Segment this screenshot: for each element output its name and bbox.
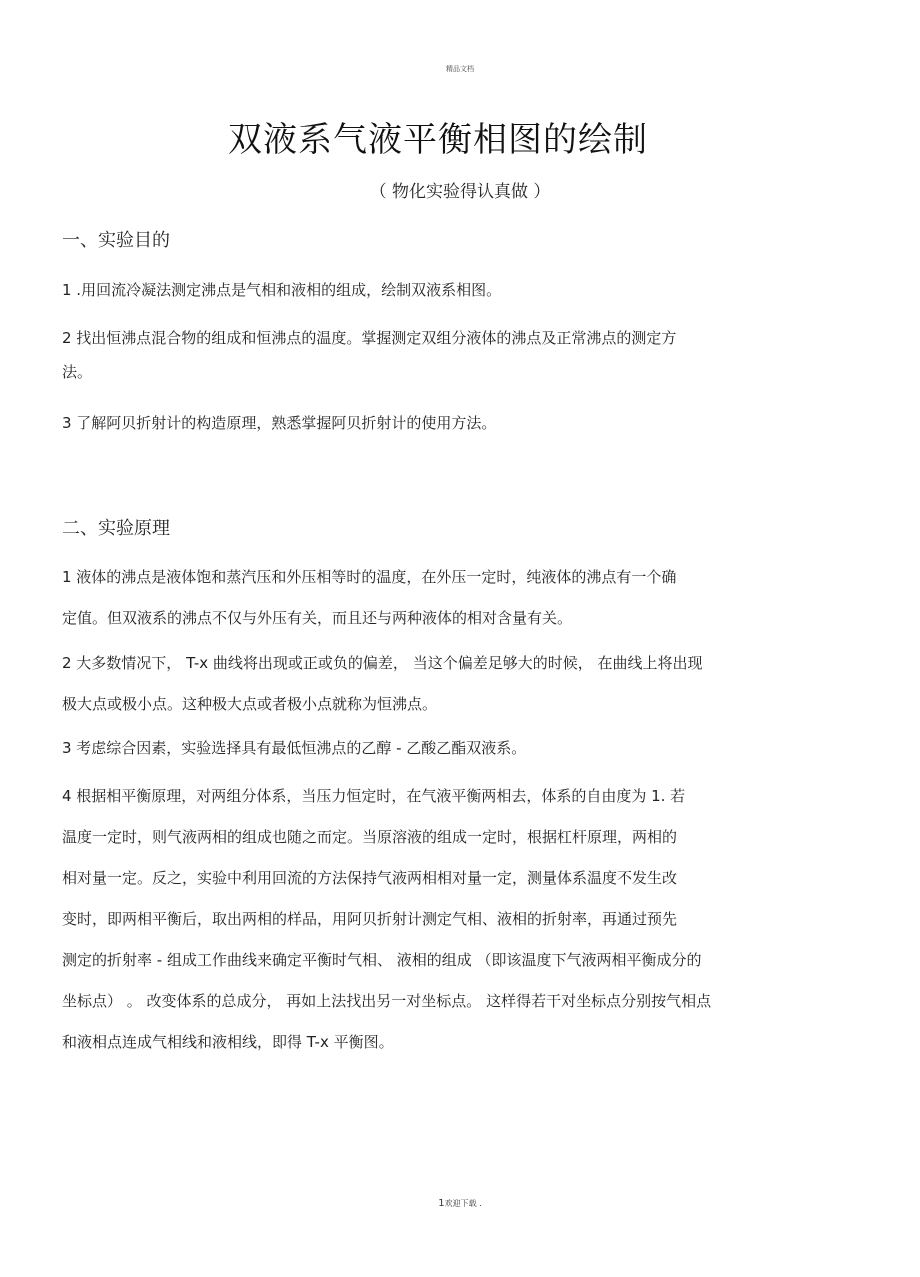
paragraph-line: 法。 (62, 363, 93, 381)
page-title: 双液系气液平衡相图的绘制 (228, 120, 648, 160)
paragraph-line: 定值。但双液系的沸点不仅与外压有关，而且还与两种液体的相对含量有关。 (62, 609, 573, 627)
principle-item-3 (62, 728, 852, 769)
page-footer (0, 1198, 920, 1209)
header-note: 精品文档 (446, 65, 474, 73)
paragraph-line: 1 .用回流冷凝法测定沸点是气相和液相的组成，绘制双液系相图。 (62, 281, 502, 299)
paragraph-line: 变时，即两相平衡后，取出两相的样品，用阿贝折射计测定气相、液相的折射率，再通过预先 (62, 910, 678, 928)
paragraph-line: 2 找出恒沸点混合物的组成和恒沸点的温度。掌握测定双组分液体的沸点及正常沸点的测定方 (62, 329, 677, 347)
principle-item-1 (62, 557, 852, 639)
paragraph-line: 3 考虑综合因素，实验选择具有最低恒沸点的乙醇 - 乙酸乙酯双液系。 (62, 739, 527, 757)
paragraph-line: 和液相点连成气相线和液相线，即得 T-x 平衡图。 (62, 1033, 394, 1051)
paragraph-line: 2 大多数情况下， T-x 曲线将出现或正或负的偏差， 当这个偏差足够大的时候， 在曲线上将出现 (62, 654, 703, 672)
paragraph-line: 4 根据相平衡原理，对两组分体系，当压力恒定时，在气液平衡两相去，体系的自由度为 1. 若 (62, 787, 686, 805)
footer-text: 欢迎下载 (444, 1199, 477, 1208)
paragraph-line: 相对量一定。反之，实验中利用回流的方法保持气液两相相对量一定，测量体系温度不发生改 (62, 869, 678, 887)
page-number: 1 (438, 1198, 445, 1209)
page-subtitle: （ 物化实验得认真做 ） (369, 182, 551, 202)
purpose-item-1 (62, 270, 852, 311)
paragraph-line: 1 液体的沸点是液体饱和蒸汽压和外压相等时的温度，在外压一定时，纯液体的沸点有一个确 (62, 568, 677, 586)
section-heading-principle: 二、实验原理 (62, 518, 170, 539)
paragraph-line: 温度一定时，则气液两相的组成也随之而定。当原溶液的组成一定时，根据杠杆原理，两相的 (62, 828, 678, 846)
footer-dot: . (479, 1199, 482, 1208)
paragraph-line: 3 了解阿贝折射计的构造原理，熟悉掌握阿贝折射计的使用方法。 (62, 414, 497, 432)
principle-item-4 (62, 776, 852, 1063)
purpose-item-3 (62, 403, 852, 444)
section-heading-purpose: 一、实验目的 (62, 230, 170, 251)
purpose-item-2 (62, 318, 852, 393)
paragraph-line: 测定的折射率 - 组成工作曲线来确定平衡时气相、 液相的组成 （即该温度下气液两相平衡成分的 (62, 951, 702, 969)
principle-item-2 (62, 643, 852, 725)
paragraph-line: 极大点或极小点。这种极大点或者极小点就称为恒沸点。 (62, 695, 438, 713)
paragraph-line: 坐标点） 。 改变体系的总成分， 再如上法找出另一对坐标点。 这样得若干对坐标点分别按气相点 (62, 992, 712, 1010)
